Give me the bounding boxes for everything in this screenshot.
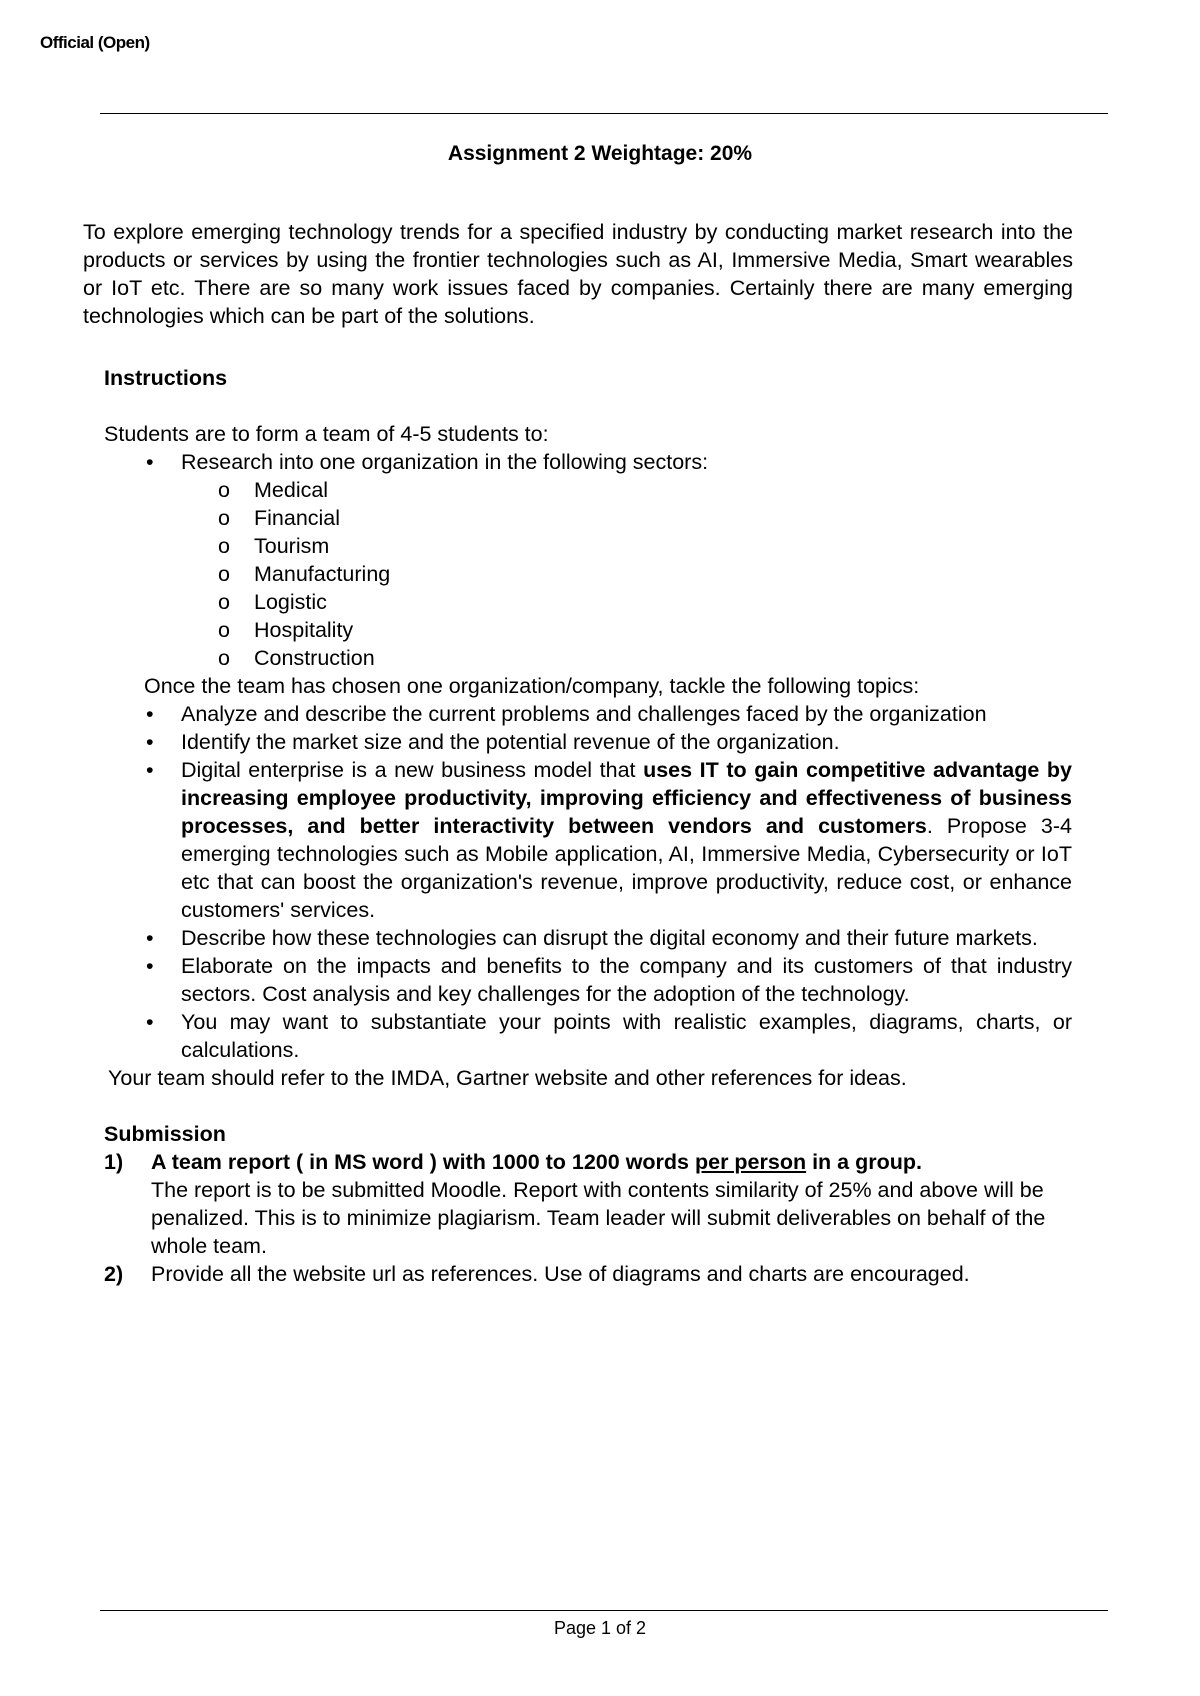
list-item — [104, 504, 1072, 532]
bullet-icon: • — [146, 730, 154, 754]
topic-text: Identify the market size and the potential revenue of the organization. — [181, 730, 840, 754]
submission-body: The report is to be submitted Moodle. Report with contents similarity of 25% and above will be penalized. This is to minimize plagiarism. Team leader will submit deliverables on behalf of the whole team. — [151, 1178, 1046, 1258]
bullet-icon: • — [146, 954, 154, 978]
topic-emphasis: uses IT to gain competitive advantage by increasing employee productivity, improving efficiency and effectiveness of business processes, and better interactivity between vendors and customers — [181, 758, 1073, 838]
sector-label: Manufacturing — [254, 562, 391, 586]
submission-underline: per person — [694, 1150, 807, 1174]
circle-bullet-icon: o — [218, 534, 230, 558]
topics-lead: Once the team has chosen one organization/company, tackle the following topics: — [144, 674, 920, 698]
topic-text: . Propose 3-4 emerging technologies such as Mobile application, AI, Immersive Media, Cybersecurity or IoT etc that can boost the organization's revenue, improve productivity, reduce cost, or enhance customers' services. — [181, 814, 1072, 922]
topic-text: Describe how these technologies can disrupt the digital economy and their future markets. — [181, 926, 1038, 950]
item-number: 2) — [104, 1262, 124, 1286]
circle-bullet-icon: o — [218, 590, 230, 614]
item-number: 1) — [104, 1150, 124, 1174]
header-divider — [100, 113, 1108, 114]
submission-body: Provide all the website url as references. Use of diagrams and charts are encouraged. — [151, 1262, 970, 1286]
circle-bullet-icon: o — [218, 506, 230, 530]
list-item — [104, 616, 1072, 644]
list-item — [104, 644, 1072, 672]
page-number: Page 1 of 2 — [553, 1618, 647, 1638]
instructions-lead: Students are to form a team of 4-5 students to: — [104, 422, 549, 446]
sector-label: Hospitality — [254, 618, 354, 642]
document-body — [104, 364, 1072, 1288]
list-item — [104, 756, 1072, 924]
research-text: Research into one organization in the following sectors: — [181, 450, 709, 474]
bullet-icon: • — [146, 926, 154, 950]
bullet-icon: • — [146, 702, 154, 726]
topic-text: Analyze and describe the current problems and challenges faced by the organization — [181, 702, 987, 726]
intro-paragraph: To explore emerging technology trends for a specified industry by conducting market research into the products or services by using the frontier technologies such as AI, Immersive Media, Smart wearables or IoT etc. There are so many work issues faced by companies. Certainly there are many emerging technologies which can be part of the solutions. — [83, 219, 1073, 328]
sector-label: Financial — [254, 506, 341, 530]
circle-bullet-icon: o — [218, 646, 230, 670]
bullet-icon: • — [146, 758, 154, 782]
classification-label: Official (Open) — [40, 33, 150, 52]
list-item — [104, 1008, 1072, 1064]
instructions-heading: Instructions — [104, 366, 228, 390]
list-item — [104, 588, 1072, 616]
closing-note: Your team should refer to the IMDA, Gartner website and other references for ideas. — [108, 1066, 907, 1090]
list-item — [104, 728, 1072, 756]
submission-emphasis: A team report ( in MS word ) with 1000 to 1200 words — [151, 1150, 695, 1174]
list-item — [104, 924, 1072, 952]
topic-text: Digital enterprise is a new business model that — [181, 758, 644, 782]
sector-label: Construction — [254, 646, 375, 670]
sector-list — [104, 476, 1072, 672]
sector-label: Logistic — [254, 590, 327, 614]
circle-bullet-icon: o — [218, 562, 230, 586]
list-item — [104, 560, 1072, 588]
sector-label: Medical — [254, 478, 329, 502]
list-item — [104, 448, 1072, 476]
bullet-icon: • — [146, 450, 154, 474]
submission-heading: Submission — [104, 1122, 226, 1146]
list-item — [104, 1148, 1072, 1260]
submission-emphasis: in a group. — [806, 1150, 922, 1174]
topic-list — [104, 700, 1072, 1064]
list-item — [104, 1260, 1072, 1288]
circle-bullet-icon: o — [218, 618, 230, 642]
research-list — [104, 448, 1072, 476]
bullet-icon: • — [146, 1010, 154, 1034]
list-item — [104, 952, 1072, 1008]
footer-divider — [100, 1610, 1108, 1611]
circle-bullet-icon: o — [218, 478, 230, 502]
sector-label: Tourism — [254, 534, 330, 558]
topic-text: You may want to substantiate your points with realistic examples, diagrams, charts, or calculations. — [181, 1010, 1072, 1062]
submission-list — [104, 1148, 1072, 1288]
topic-text: Elaborate on the impacts and benefits to the company and its customers of that industry sectors. Cost analysis and key challenges for the adoption of the technology. — [181, 954, 1072, 1006]
assignment-title: Assignment 2 Weightage: 20% — [447, 142, 753, 165]
list-item — [104, 476, 1072, 504]
list-item — [104, 700, 1072, 728]
list-item — [104, 532, 1072, 560]
